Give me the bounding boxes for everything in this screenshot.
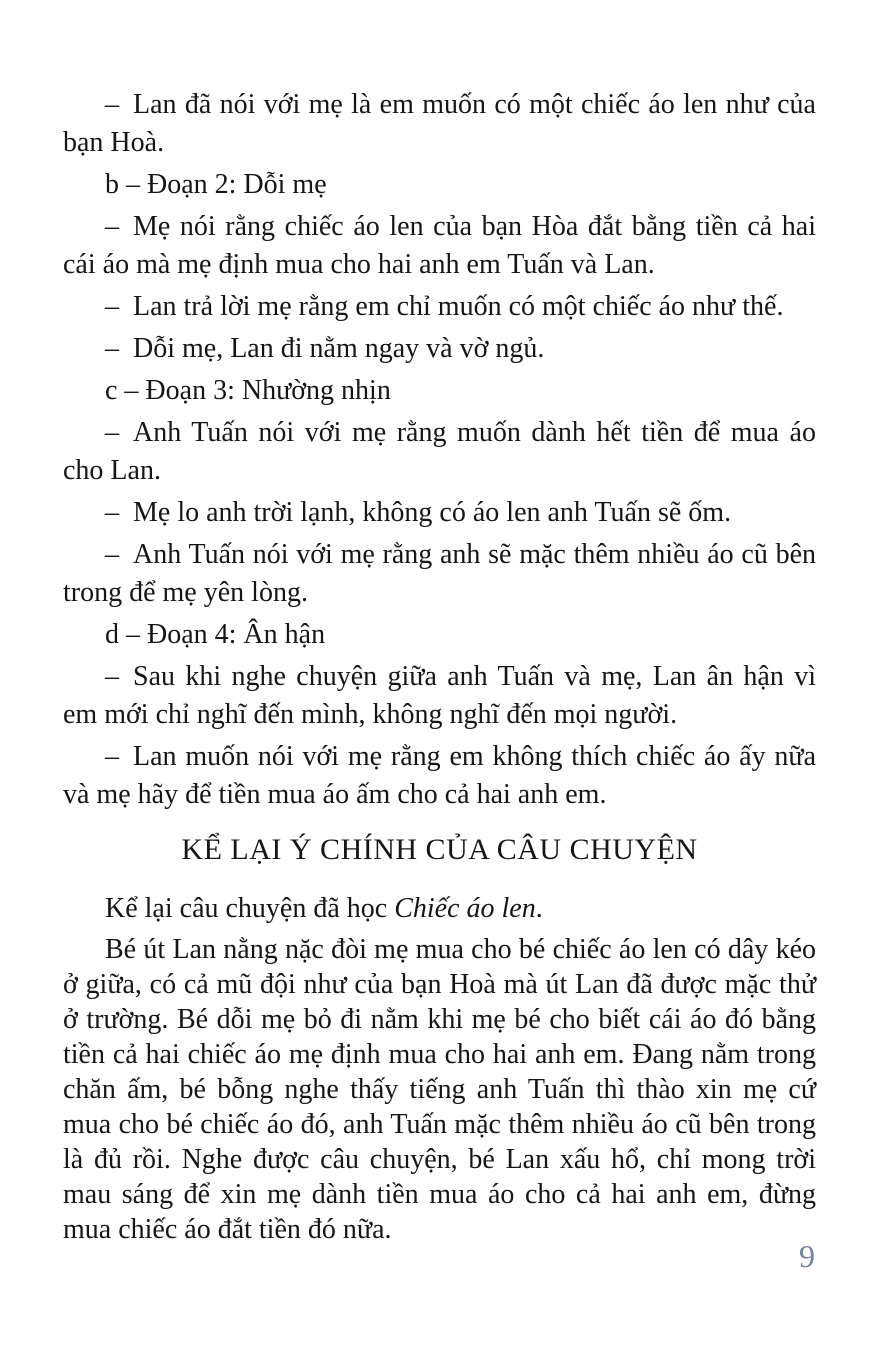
outline-item-7: – Anh Tuấn nói với mẹ rằng anh sẽ mặc thêm nhiều áo cũ bên trong để mẹ yên lòng.: [63, 539, 816, 608]
outline-item-2: – Mẹ nói rằng chiếc áo len của bạn Hòa đắt bằng tiền cả hai cái áo mà mẹ định mua cho hai anh em Tuấn và Lan.: [63, 211, 816, 280]
outline-item-8: – Sau khi nghe chuyện giữa anh Tuấn và mẹ, Lan ân hận vì em mới chỉ nghĩ đến mình, không nghĩ đến mọi người.: [63, 661, 816, 730]
outline-item-1: – Lan đã nói với mẹ là em muốn có một chiếc áo len như của bạn Hoà.: [63, 89, 816, 158]
text-block: [63, 86, 816, 1247]
section-heading: KỂ LẠI Ý CHÍNH CỦA CÂU CHUYỆN: [181, 833, 698, 866]
outline-item-4: – Dỗi mẹ, Lan đi nằm ngay và vờ ngủ.: [105, 333, 545, 364]
outline-item-6: – Mẹ lo anh trời lạnh, không có áo len anh Tuấn sẽ ốm.: [105, 497, 732, 528]
page-number: 9: [799, 1238, 815, 1274]
outline-section-b: b – Đoạn 2: Dỗi mẹ: [105, 169, 327, 200]
retell-body-paragraph: Bé út Lan nằng nặc đòi mẹ mua cho bé chiếc áo len có dây kéo ở giữa, có cả mũ đội như của bạn Hoà mà út Lan đã được mặc thử ở trường. Bé dỗi mẹ bỏ đi nằm khi mẹ bé cho biết cái áo đó bằng tiền cả hai chiếc áo mẹ định mua cho hai anh em. Đang nằm trong chăn ấm, bé bỗng nghe thấy tiếng anh Tuấn thì thào xin mẹ cứ mua cho bé chiếc áo đó, anh Tuấn mặc thêm nhiều áo cũ bên trong là đủ rồi. Nghe được câu chuyện, bé Lan xấu hổ, chỉ mong trời mau sáng để xin mẹ dành tiền mua áo cho cả hai anh em, đừng mua chiếc áo đắt tiền đó nữa.: [63, 934, 816, 1245]
retell-intro-line: [63, 890, 816, 928]
retell-intro-suffix: .: [535, 893, 543, 924]
outline-section-c: c – Đoạn 3: Nhường nhịn: [105, 375, 391, 406]
outline-item-9: – Lan muốn nói với mẹ rằng em không thích chiếc áo ấy nữa và mẹ hãy để tiền mua áo ấm cho cả hai anh em.: [63, 741, 816, 810]
story-title-italic: Chiếc áo len: [394, 893, 536, 924]
outline-item-3: – Lan trả lời mẹ rằng em chỉ muốn có một chiếc áo như thế.: [105, 291, 784, 322]
retell-intro-prefix: Kể lại câu chuyện đã học: [105, 893, 395, 924]
outline-section-d: d – Đoạn 4: Ân hận: [105, 619, 326, 650]
outline-item-5: – Anh Tuấn nói với mẹ rằng muốn dành hết tiền để mua áo cho Lan.: [63, 417, 816, 486]
